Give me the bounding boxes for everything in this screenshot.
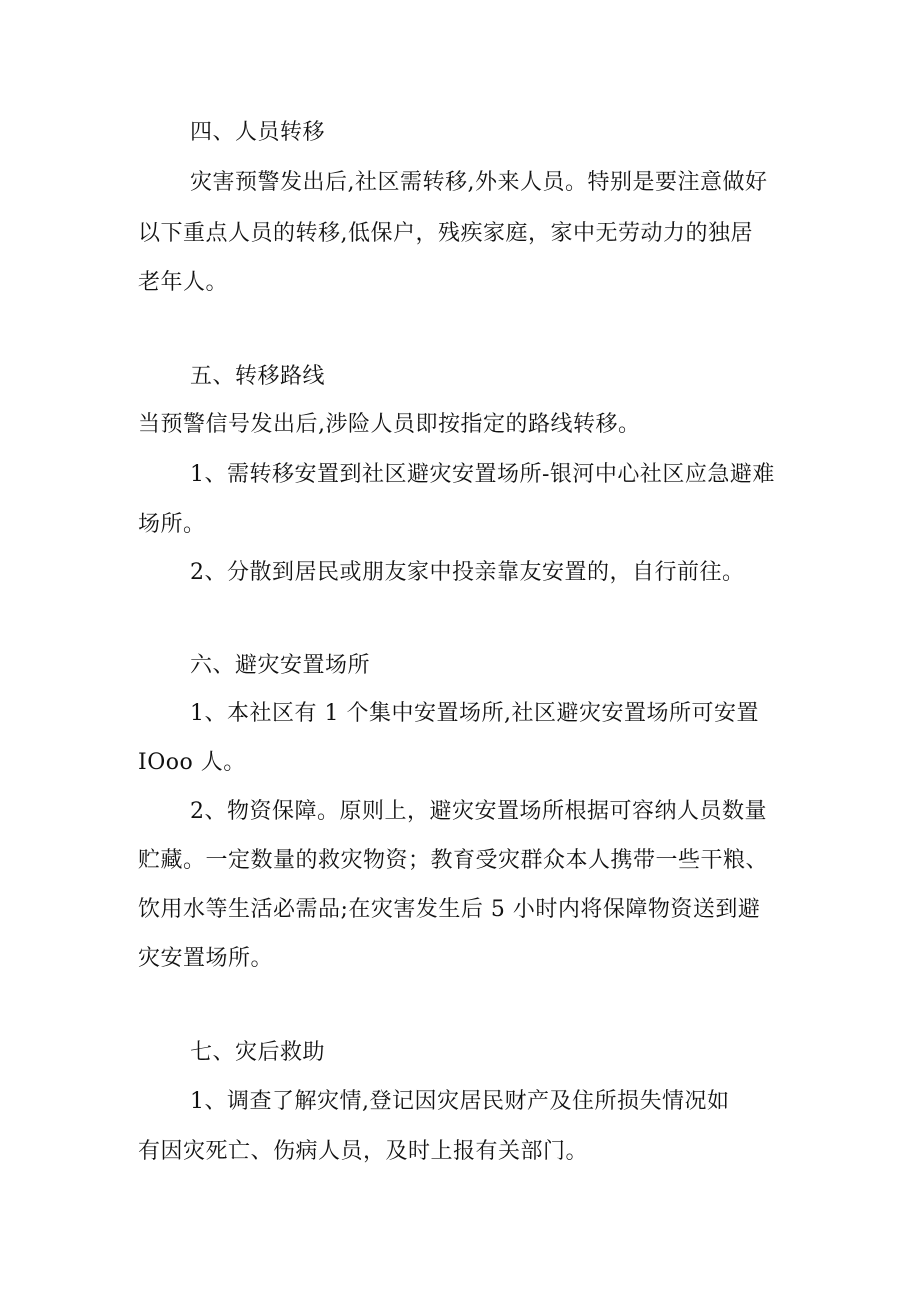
paragraph-line: 当预警信号发出后,涉险人员即按指定的路线转移。 bbox=[138, 412, 641, 437]
paragraph-line: 2、物资保障。原则上，避灾安置场所根据可容纳人员数量 bbox=[190, 799, 767, 824]
paragraph-line: 有因灾死亡、伤病人员，及时上报有关部门。 bbox=[138, 1139, 589, 1164]
section-heading: 四、人员转移 bbox=[190, 120, 326, 145]
paragraph-line: 1、调查了解灾情,登记因灾居民财产及住所损失情况如 bbox=[190, 1089, 730, 1114]
paragraph-line: 以下重点人员的转移,低保户，残疾家庭，家中无劳动力的独居 bbox=[138, 221, 753, 246]
paragraph-line: 灾安置场所。 bbox=[138, 946, 274, 971]
paragraph-line: 1、本社区有 1 个集中安置场所,社区避灾安置场所可安置 bbox=[190, 701, 759, 726]
paragraph-line: 场所。 bbox=[138, 512, 206, 537]
paragraph-line: 2、分散到居民或朋友家中投亲靠友安置的，自行前往。 bbox=[190, 560, 745, 585]
paragraph-line: 老年人。 bbox=[138, 270, 229, 295]
section-heading: 五、转移路线 bbox=[190, 364, 326, 389]
paragraph-line: 灾害预警发出后,社区需转移,外来人员。特别是要注意做好 bbox=[190, 170, 768, 195]
paragraph-line: IOoo 人。 bbox=[138, 750, 246, 775]
section-heading: 七、灾后救助 bbox=[190, 1040, 326, 1065]
paragraph-line: 贮藏。一定数量的救灾物资；教育受灾群众本人携带一些干粮、 bbox=[138, 848, 769, 873]
paragraph-line: 1、需转移安置到社区避灾安置场所-银河中心社区应急避难 bbox=[190, 462, 775, 487]
paragraph-line: 饮用水等生活必需品;在灾害发生后 5 小时内将保障物资送到避 bbox=[138, 897, 761, 922]
section-heading: 六、避灾安置场所 bbox=[190, 653, 371, 678]
